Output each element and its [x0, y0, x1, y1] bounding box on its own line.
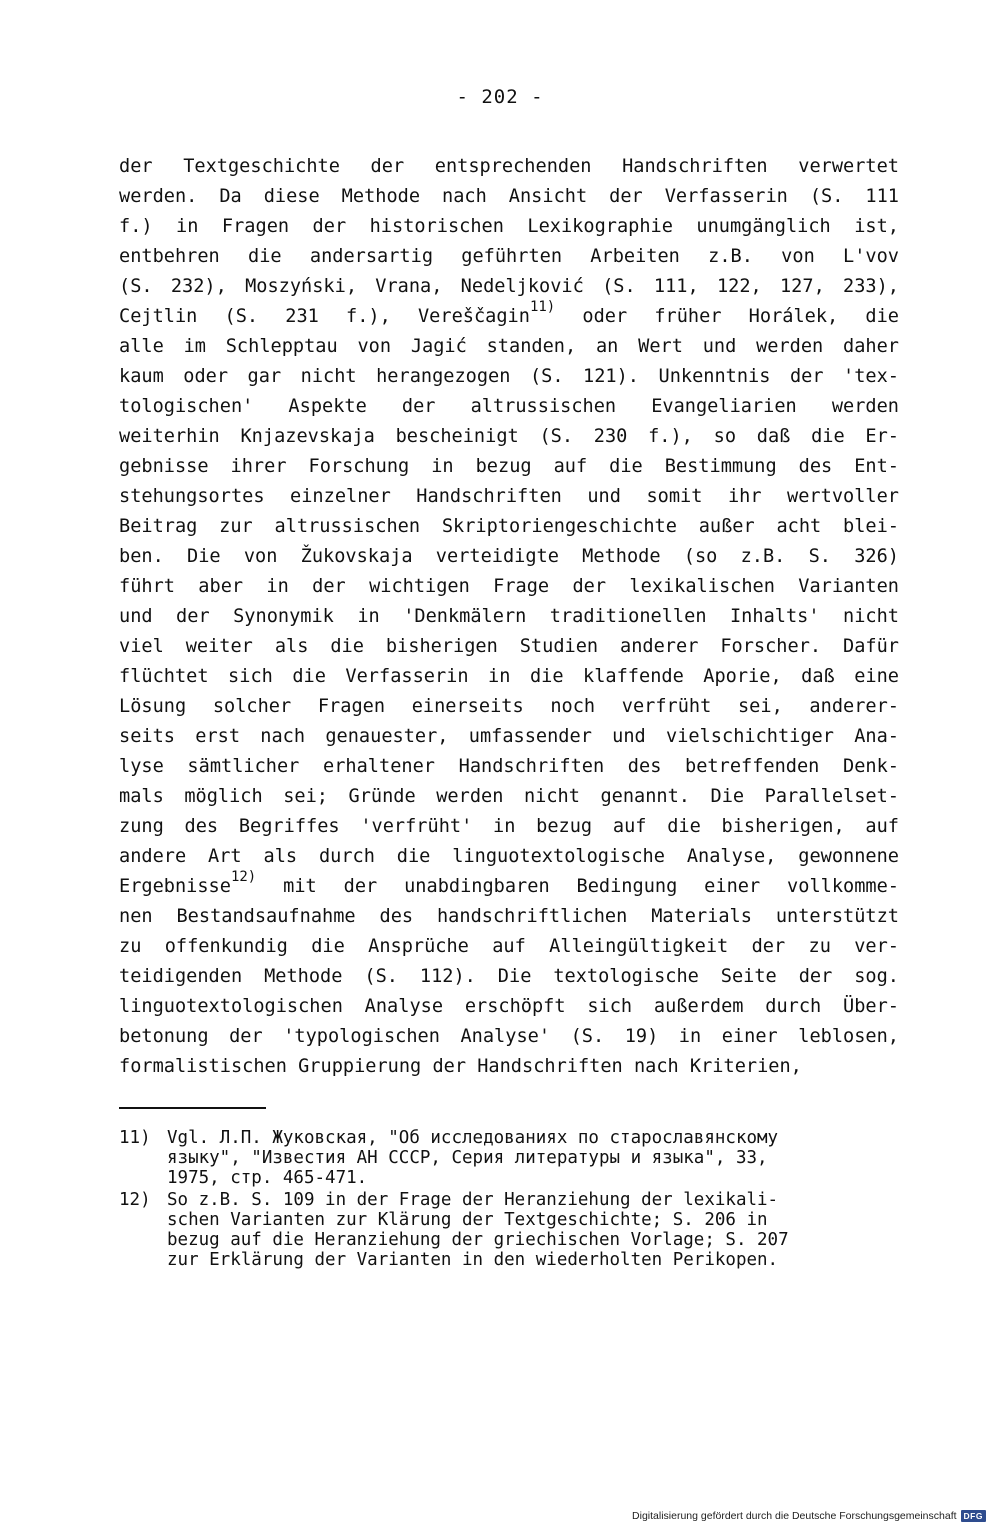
footnote-ref: 12)	[230, 869, 257, 885]
text-line: kaum oder gar nicht herangezogen (S. 121). Unkenntnis der 'tex-	[119, 366, 899, 387]
text-line: viel weiter als die bisherigen Studien anderer Forscher. Dafür	[119, 636, 899, 657]
text-line: betonung der 'typologischen Analyse' (S. 19) in einer leblosen,	[119, 1026, 899, 1047]
text-line: tologischen' Aspekte der altrussischen Evangeliarien werden	[119, 396, 899, 417]
dfg-logo: DFG	[961, 1510, 986, 1522]
text-line	[119, 869, 899, 902]
text-line: mals möglich sei; Gründe werden nicht genannt. Die Parallelset-	[119, 786, 899, 807]
footnote-number: 11)	[119, 1128, 151, 1148]
page-number: - 202 -	[456, 86, 544, 108]
text-line: formalistischen Gruppierung der Handschriften nach Kriterien,	[119, 1056, 802, 1077]
credit-text: Digitalisierung gefördert durch die Deutsche Forschungsgemeinschaft	[632, 1510, 957, 1522]
text-line: führt aber in der wichtigen Frage der lexikalischen Varianten	[119, 576, 899, 597]
footnote-line: 1975, стр. 465-471.	[167, 1168, 368, 1188]
digitization-credit	[632, 1510, 986, 1522]
footnote-ref: 11)	[529, 299, 556, 315]
text-line: andere Art als durch die linguotextologische Analyse, gewonnene	[119, 846, 899, 867]
body-text	[119, 152, 899, 1082]
footnote-line: Vgl. Л.П. Жуковская, "Об исследованиях по старославянскому	[167, 1128, 779, 1148]
text-line: zung des Begriffes 'verfrüht' in bezug auf die bisherigen, auf	[119, 816, 899, 837]
text-line: Beitrag zur altrussischen Skriptoriengeschichte außer acht blei-	[119, 516, 899, 537]
text-line: der Textgeschichte der entsprechenden Handschriften verwertet	[119, 156, 899, 177]
footnote-line: zur Erklärung der Varianten in den wiederholten Perikopen.	[167, 1250, 779, 1270]
footnote	[119, 1128, 899, 1188]
footnote-line: языку", "Известия АН СССР, Серия литературы и языка", 33,	[167, 1148, 768, 1168]
text-line: alle im Schlepptau von Jagić standen, an Wert und werden daher	[119, 336, 899, 357]
footnote-line: bezug auf die Heranziehung der griechischen Vorlage; S. 207	[167, 1230, 789, 1250]
footnote-number: 12)	[119, 1190, 151, 1210]
text-line: Lösung solcher Fragen einerseits noch verfrüht sei, anderer-	[119, 696, 899, 717]
footnote-line: schen Varianten zur Klärung der Textgeschichte; S. 206 in	[167, 1210, 768, 1230]
text-line	[119, 299, 899, 332]
footnote-line: So z.B. S. 109 in der Frage der Heranziehung der lexikali-	[167, 1190, 779, 1210]
text-line: (S. 232), Moszyński, Vrana, Nedeljković (S. 111, 122, 127, 233),	[119, 276, 899, 297]
text-line: linguotextologischen Analyse erschöpft sich außerdem durch Über-	[119, 996, 899, 1017]
text-segment: mit der unabdingbaren Bedingung einer vollkomme-	[256, 876, 899, 897]
text-line: weiterhin Knjazevskaja bescheinigt (S. 230 f.), so daß die Er-	[119, 426, 899, 447]
text-segment: Ergebnisse	[119, 876, 231, 897]
text-line: nen Bestandsaufnahme des handschriftlichen Materials unterstützt	[119, 906, 899, 927]
footnote	[119, 1190, 899, 1270]
text-line: seits erst nach genauester, umfassender und vielschichtiger Ana-	[119, 726, 899, 747]
text-line: zu offenkundig die Ansprüche auf Alleingültigkeit der zu ver-	[119, 936, 899, 957]
text-line: entbehren die andersartig geführten Arbeiten z.B. von L'vov	[119, 246, 899, 267]
text-line: gebnisse ihrer Forschung in bezug auf die Bestimmung des Ent-	[119, 456, 899, 477]
footnote-separator	[119, 1107, 266, 1109]
text-line: flüchtet sich die Verfasserin in die klaffende Aporie, daß eine	[119, 666, 899, 687]
text-line: und der Synonymik in 'Denkmälern traditionellen Inhalts' nicht	[119, 606, 899, 627]
text-line: lyse sämtlicher erhaltener Handschriften des betreffenden Denk-	[119, 756, 899, 777]
text-line: werden. Da diese Methode nach Ansicht der Verfasserin (S. 111	[119, 186, 899, 207]
text-line: f.) in Fragen der historischen Lexikographie unumgänglich ist,	[119, 216, 899, 237]
text-line: stehungsortes einzelner Handschriften und somit ihr wertvoller	[119, 486, 899, 507]
text-segment: Cejtlin (S. 231 f.), Vereščagin	[119, 306, 530, 327]
text-line: teidigenden Methode (S. 112). Die textologische Seite der sog.	[119, 966, 899, 987]
text-line: ben. Die von Žukovskaja verteidigte Methode (so z.B. S. 326)	[119, 546, 899, 567]
footnotes	[119, 1128, 899, 1272]
text-segment: oder früher Horálek, die	[555, 306, 899, 327]
